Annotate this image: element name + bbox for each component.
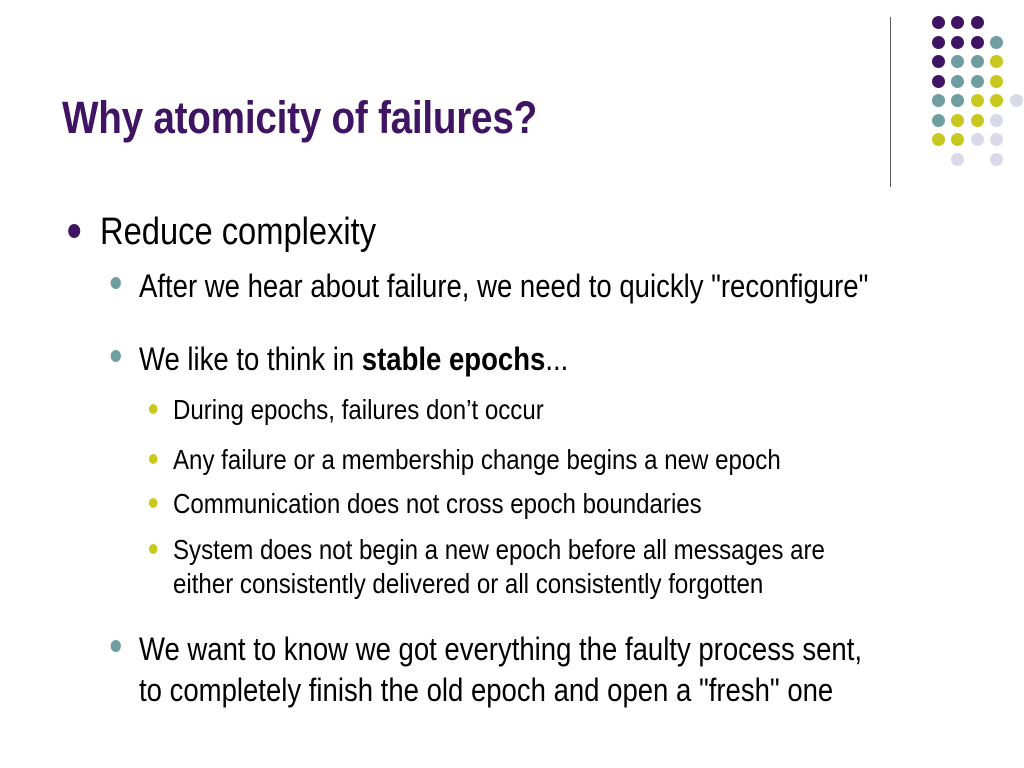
bullet-reduce-complexity [100,211,376,254]
slide-title: Why atomicity of failures? [62,92,537,143]
bullet-text: Communication does not cross epoch boundaries [173,488,702,519]
bullet-text: During epochs, failures don’t occur [173,394,544,425]
decorative-dot [971,16,984,29]
bullet-icon [111,277,121,289]
bullet-text-line2: to completely finish the old epoch and open a "fresh" one [139,672,834,708]
decorative-dot [932,36,945,49]
bullet-icon [111,350,121,362]
decorative-dot [971,133,984,146]
bullet-text: Reduce complexity [100,211,377,253]
bullet-text: After we hear about failure, we need to quickly "reconfigure" [139,268,869,304]
bullet-text-bold: stable epochs [361,341,546,377]
bullet-text: Any failure or a membership change begins a new epoch [173,444,781,475]
decorative-dot [951,36,964,49]
decorative-dot [971,55,984,68]
decorative-dot [951,55,964,68]
decorative-dot [951,133,964,146]
decorative-dot [990,133,1003,146]
decorative-dot [951,16,964,29]
decorative-dot [951,75,964,88]
bullet-text-suffix: ... [545,341,569,377]
bullet-icon [149,404,158,414]
decorative-dot [990,55,1003,68]
decorative-dot [971,75,984,88]
bullet-text-line1: System does not begin a new epoch before all messages are [173,534,825,565]
decorative-dot [932,75,945,88]
bullet-text-prefix: We like to think in [139,341,362,377]
decorative-dot [971,36,984,49]
decorative-dot [932,55,945,68]
bullet-text-line2: either consistently delivered or all consistently forgotten [173,568,764,599]
sub-bullet-no-failures [173,393,544,427]
bullet-reconfigure [139,266,868,307]
decorative-dot [932,16,945,29]
decorative-divider [890,17,891,187]
decorative-dot [932,94,945,107]
decorative-dot [951,94,964,107]
decorative-dot [990,153,1003,166]
bullet-text-line1: We want to know we got everything the faulty process sent, [139,631,863,667]
bullet-icon [149,498,158,508]
decorative-dot [990,94,1003,107]
bullet-icon [111,640,121,652]
decorative-dot [990,75,1003,88]
decorative-dot [932,114,945,127]
decorative-dot [1010,94,1023,107]
decorative-dot [932,133,945,146]
decorative-dot [990,114,1003,127]
bullet-icon [68,224,80,238]
decorative-dot [951,114,964,127]
sub-bullet-delivery-consistency [173,533,825,601]
bullet-stable-epochs [139,339,568,380]
bullet-icon [149,454,158,464]
decorative-dot [971,114,984,127]
decorative-dot [971,94,984,107]
decorative-dot [951,153,964,166]
bullet-faulty-process [139,629,862,711]
sub-bullet-new-epoch [173,443,781,477]
bullet-icon [149,544,158,554]
decorative-dot [990,36,1003,49]
sub-bullet-epoch-boundaries [173,487,702,521]
